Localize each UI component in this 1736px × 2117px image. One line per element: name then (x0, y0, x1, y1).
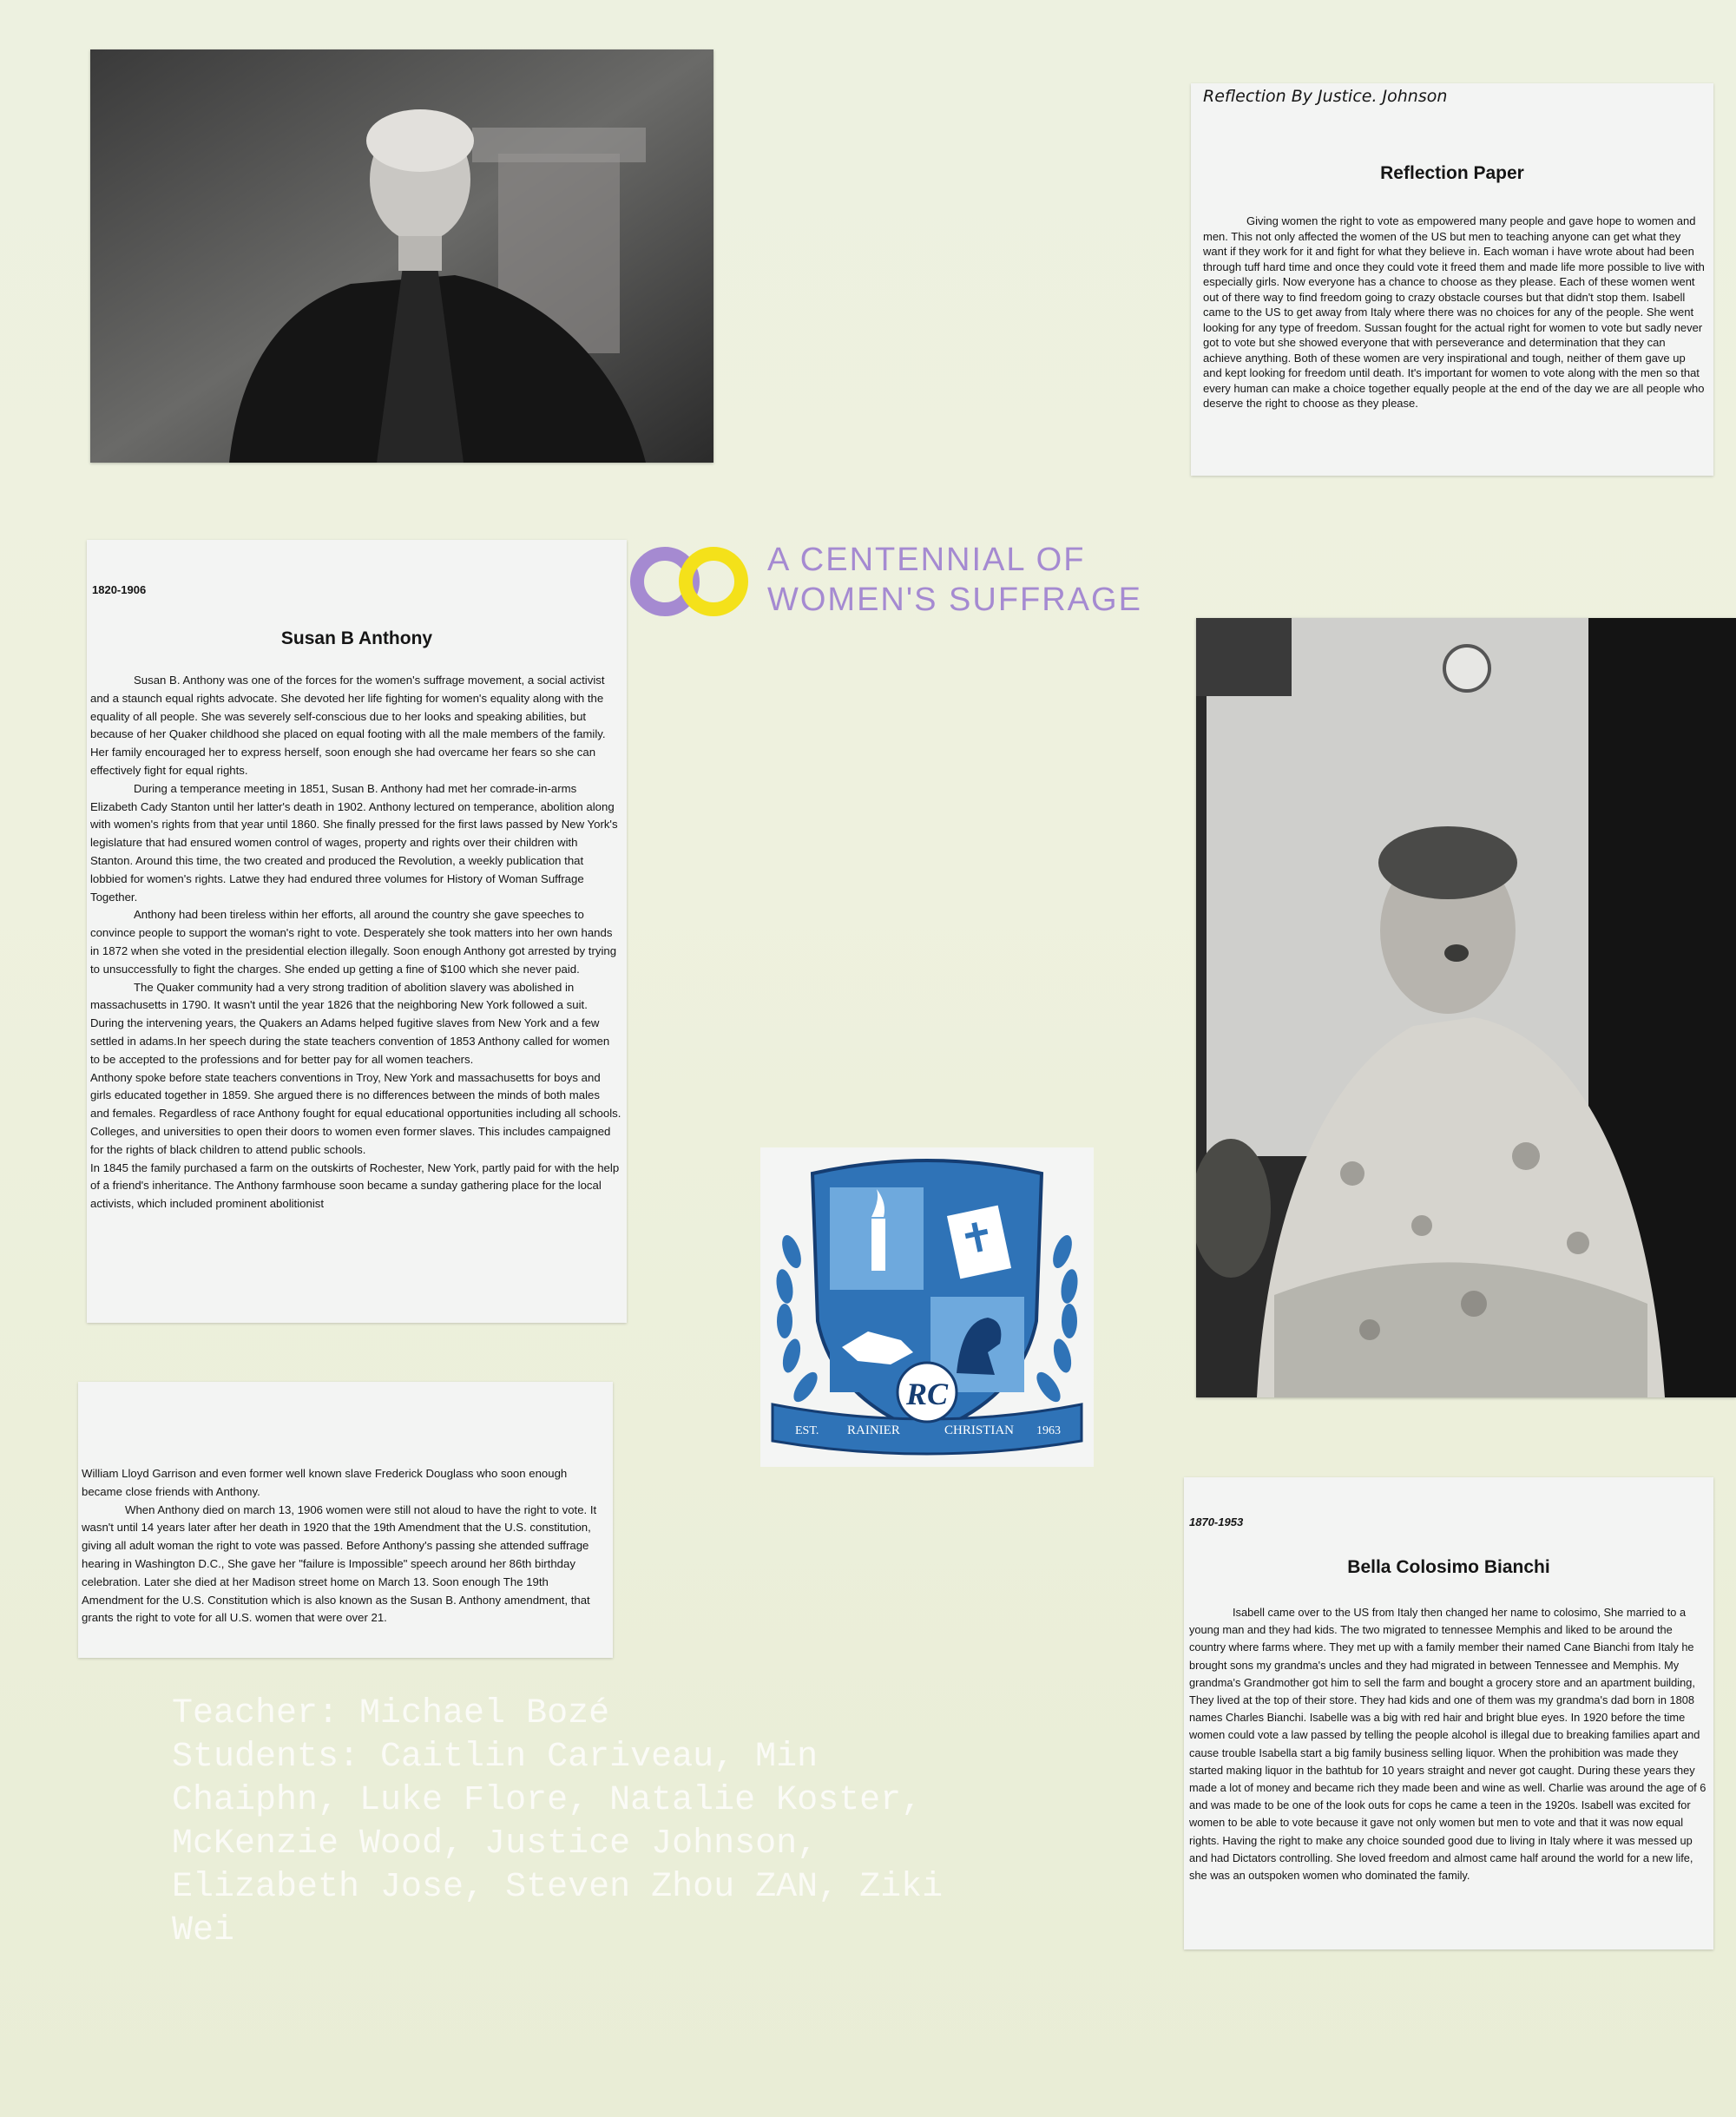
reflection-paper (1191, 83, 1713, 476)
banner-rainier: RAINIER (847, 1423, 900, 1437)
susan-anthony-photo (90, 49, 713, 463)
anthony-bio-page (87, 540, 627, 1323)
bella-bianchi-photo (1196, 618, 1736, 1397)
anthony-paragraph: Susan B. Anthony was one of the forces for the women's suffrage movement, a social activist and a staunch equal rights advocate. She devoted her life fighting for women's equality along with the equality of all people. She was severely self-conscious due to her looks and speaking abilities, but because of her Quaker childhood she placed on equal footing with all the male members of the family. Her family encouraged her to express herself, soon enough she had overcame her fears so she can effectively fight for equal rights. (90, 674, 606, 777)
anthony-continued-paragraph: William Lloyd Garrison and even former well known slave Frederick Douglass who soon enough became close friends with Anthony. (82, 1467, 568, 1498)
anthony-continued-paragraph: When Anthony died on march 13, 1906 women were still not aloud to have the right to vote. It wasn't until 14 years later after her death in 1920 that the 19th Amendment that the U.S. constitution, giving all adult woman the right to vote was passed. Before Anthony's passing she attended suffrage hearing in Washington D.C., She gave her "failure is Impossible" speech around her 86th birthday celebration. Later she died at her Madison street home on March 13. Soon enough The 19th Amendment for the U.S. Constitution which is also known as the Susan B. Anthony amendment, that grants the right to vote for all U.S. women that were over 21. (82, 1502, 597, 1625)
anthony-continued-page (78, 1382, 613, 1658)
centennial-logo (602, 538, 1158, 625)
anthony-continued-body (82, 1465, 606, 1627)
bianchi-bio-page (1184, 1477, 1713, 1949)
banner-christian: CHRISTIAN (944, 1423, 1015, 1437)
crest-monogram: RC (905, 1377, 949, 1411)
bianchi-title: Bella Colosimo Bianchi (1347, 1557, 1550, 1577)
anthony-dates: 1820-1906 (92, 583, 147, 596)
bianchi-body: Isabell came over to the US from Italy then changed her name to colosimo, She married to a young man and they had kids. The two migrated to tennessee Memphis and liked to be around the country where farms where. They met up with a family member their named Cane Bianchi from Italy he brought sons my grandma's uncles and they had migrated in between Tennessee and Memphis. My grandma's Grandmother got him to sell the farm and bought a grocery store and an apartment building, They lived at the top of their store. They had kids and one of them was my grandma's dad born in 1808 names Charles Bianchi. Isabelle was a big with red hair and bright blue eyes. In 1920 before the time women could vote a law passed by telling the people alcohol is illegal due to breaking families apart and cause trouble Isabella start a big family business selling liquor. When the prohibition was made they started making liquor in the bathtub for 10 years straight and never got caught. During these years they made a lot of money and became rich they made been and wine as well. Charlie was around the age of 6 and was made to be one of the look outs for cops he came a teen in the 1920s. Isabell was excited for women to be able to vote because it gave not only women but men to vote and that it was now equal rights. Having the right to make any choice sounded good due to living in Italy where it was messed up and had Dictators controlling. She loved freedom and almost came half around the world for a new life, she was an outspoken women who dominated the family. (1189, 1606, 1706, 1883)
centennial-line-1: A CENTENNIAL OF (767, 542, 1086, 578)
anthony-paragraph: During a temperance meeting in 1851, Susan B. Anthony had met her comrade-in-arms Elizabeth Cady Stanton until her latter's death in 1902. Anthony lectured on temperance, abolition along with women's rights from that year until 1860. She finally pressed for the first laws passed by New York's legislature that had ensured women control of wages, property and rights over their children with Stanton. Around this time, the two created and produced the Revolution, a weekly publication that lobbied for women's rights. Latwe they had endured three volumes for History of Woman Suffrage Together. (90, 781, 618, 904)
bianchi-dates: 1870-1953 (1189, 1515, 1244, 1529)
anthony-paragraph: Anthony spoke before state teachers conventions in Troy, New York and massachusetts for boys and girls educated together in 1859. She argued there is no differences between the minds of both males and females. Regardless of race Anthony fought for equal educational opportunities including all schools. Colleges, and universities to open their doors to women even former slaves. This includes campaigned for the rights of black children to attend public schools. (90, 1070, 621, 1156)
rainier-christian-crest (760, 1147, 1094, 1467)
centennial-line-2: WOMEN'S SUFFRAGE (767, 582, 1142, 618)
anthony-paragraph: The Quaker community had a very strong tradition of abolition slavery was abolished in massachusetts in 1790. It wasn't until the year 1826 that the neighboring New York followed a suit. During the intervening years, the Quakers an Adams helped fugitive slaves from New York and a few settled in adams.In her speech during the state teachers convention of 1853 Anthony called for women to be accepted to the professions and for better pay for all women teachers. (90, 980, 610, 1066)
reflection-body: Giving women the right to vote as empowered many people and gave hope to women and men. This not only affected the women of the US but men to teaching anyone can get what they want if they work for it and fight for what they believe in. Each woman i have wrote about had been through tuff hard time and once they could vote it freed them and made life more possible to live with especially girls. Now everyone has a chance to choose as they please. Each of these women went out of there way to find freedom going to crazy obstacle courses but that didn't stop them. Isabell came to the US to get away from Italy where there was no choices for any of the people. She went looking for any type of freedom. Sussan fought for the actual right for women to vote but sadly never got to vote but she showed everyone that with perseverance and determination that they can achieve anything. Both of these women are very inspirational and tough, neither of them gave up and kept looking for freedom until death. It's important for women to vote along with the men so that every human can make a choice together equally people at the end of the day we are all people who deserve the right to choose as they please. (1203, 214, 1705, 410)
students-line: Students: Caitlin Cariveau, Min Chaiphn, Luke Flore, Natalie Koster, McKenzie Wood, Justice Johnson, Elizabeth Jose, Steven Zhou ZAN, Ziki Wei (172, 1738, 944, 1950)
banner-year: 1963 (1036, 1424, 1061, 1437)
anthony-body (90, 672, 621, 1213)
banner-est: EST. (795, 1424, 819, 1437)
reflection-title: Reflection Paper (1380, 163, 1524, 183)
credits-overlay (172, 1693, 953, 1953)
reflection-handwritten-heading: Reflection By Justice. Johnson (1203, 87, 1448, 106)
teacher-line: Teacher: Michael Bozé (172, 1694, 610, 1733)
anthony-title: Susan B Anthony (280, 628, 433, 648)
anthony-paragraph: Anthony had been tireless within her efforts, all around the country she gave speeches to convince people to support the woman's right to vote. Desperately she took matters into her own hands in 1872 when she voted in the presidential election illegally. Soon enough Anthony got arrested by trying to unsuccessfully to fight the charges. She ended up getting a fine of $100 which she never paid. (90, 908, 617, 976)
anthony-paragraph: In 1845 the family purchased a farm on the outskirts of Rochester, New York, partly paid for with the help of a friend's inheritance. The Anthony farmhouse soon became a sunday gathering place for the local activists, which included prominent abolitionist (90, 1160, 620, 1211)
